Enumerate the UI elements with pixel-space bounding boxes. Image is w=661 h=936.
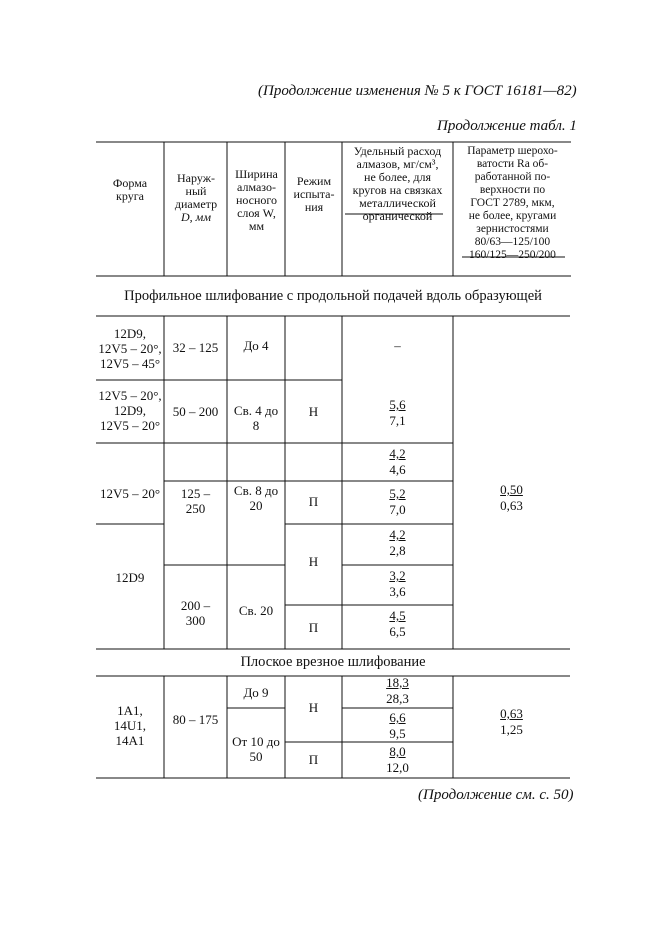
profile-form-2: 12V5 – 20°, 12D9, 12V5 – 20°: [98, 388, 162, 433]
profile-diam-3: 125 – 250: [180, 486, 211, 516]
profile-form-3: 12V5 – 20°: [99, 486, 161, 501]
profile-cons-6: $\frac{3,2}{3,6}$: [389, 568, 406, 599]
header-consumption: Удельный расход алмазов, мг/см³, не более, для кругов на связках металлической органической: [352, 144, 443, 223]
profile-form-1: 12D9, 12V5 – 20°, 12V5 – 45°: [98, 326, 162, 371]
profile-roughness: $\frac{0,50}{0,63}$: [500, 482, 523, 513]
flat-cons-2: $\frac{6,6}{9,5}$: [389, 710, 406, 741]
profile-cons-2: $\frac{5,6}{7,1}$: [389, 397, 406, 428]
table-continuation: Продолжение табл. 1: [437, 118, 577, 134]
flat-roughness: $\frac{0,63}{1,25}$: [500, 706, 523, 737]
profile-width-4: Св. 20: [238, 603, 274, 618]
header-roughness: Параметр шерохо- ватости Ra об- работанной по- верхности по ГОСТ 2789, мкм, не более, кругами зернистостями 80/63—125/100 160/125—250/200: [467, 145, 558, 261]
continuation-note: (Продолжение изменения № 5 к ГОСТ 16181—82): [258, 83, 577, 99]
profile-cons-5: $\frac{4,2}{2,8}$: [389, 527, 406, 558]
profile-mode-p2: П: [308, 620, 319, 635]
profile-cons-3: $\frac{4,2}{4,6}$: [389, 446, 406, 477]
flat-cons-3: $\frac{8,0}{12,0}$: [386, 744, 409, 775]
profile-mode-h2: Н: [308, 554, 319, 569]
flat-width-2: От 10 до 50: [232, 734, 280, 764]
profile-diam-4: 200 – 300: [180, 598, 211, 628]
flat-form: 1A1, 14U1, 14A1: [113, 703, 147, 748]
header-diameter: Наруж- ный диаметр D, мм: [174, 171, 218, 224]
flat-mode-h: Н: [308, 700, 319, 715]
header-width: Ширина алмазо- носного слоя W, мм: [235, 167, 278, 233]
flat-mode-p: П: [308, 752, 319, 767]
profile-width-3: Св. 8 до 20: [233, 483, 279, 513]
profile-form-4: 12D9: [115, 570, 145, 585]
footer-note: (Продолжение см. с. 50): [418, 787, 574, 803]
profile-width-1: До 4: [243, 338, 269, 353]
section-title-flat: Плоское врезное шлифование: [240, 654, 426, 670]
profile-mode-p1: П: [308, 494, 319, 509]
profile-diam-1: 32 – 125: [172, 340, 219, 355]
header-mode: Режим испыта- ния: [293, 174, 335, 214]
flat-width-1: До 9: [243, 685, 269, 700]
profile-width-2: Св. 4 до 8: [233, 403, 279, 433]
profile-cons-1: –: [394, 338, 401, 353]
header-form: Форма круга: [112, 176, 148, 203]
profile-diam-2: 50 – 200: [172, 404, 219, 419]
profile-cons-7: $\frac{4,5}{6,5}$: [389, 608, 406, 639]
profile-cons-4: $\frac{5,2}{7,0}$: [389, 486, 406, 517]
flat-cons-1: $\frac{18,3}{28,3}$: [386, 675, 409, 706]
section-title-profile: Профильное шлифование с продольной подачей вдоль образующей: [124, 288, 542, 304]
profile-mode-h1: Н: [308, 404, 319, 419]
flat-diam: 80 – 175: [172, 712, 219, 727]
